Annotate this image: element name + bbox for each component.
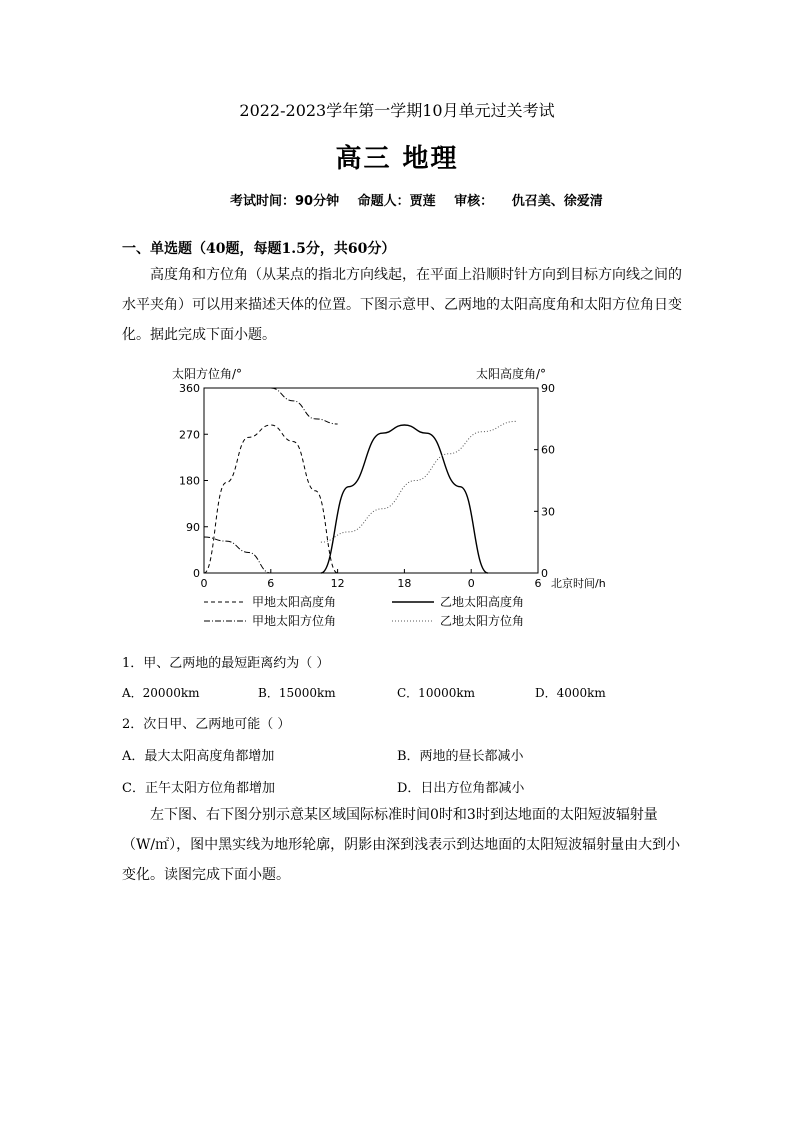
x-tick-label: 18 xyxy=(397,577,412,590)
right-tick-label: 90 xyxy=(541,382,555,395)
plot-frame xyxy=(204,388,538,573)
question-2-stem: 2．次日甲、乙两地可能（ ） xyxy=(122,717,291,732)
left-tick-label: 90 xyxy=(186,520,200,534)
question-1-stem: 1．甲、乙两地的最短距离约为（ ） xyxy=(122,656,330,671)
question-1-option-d[interactable]: D．4000km xyxy=(535,686,606,700)
exam-reviewers: 仇召美、徐爱清 xyxy=(511,194,603,209)
right-axis-label: 太阳高度角/° xyxy=(476,367,547,381)
right-tick-label: 0 xyxy=(541,567,548,580)
subject-title: 高三 地理 xyxy=(335,144,459,174)
left-tick-label: 0 xyxy=(193,567,200,580)
x-tick-label: 0 xyxy=(467,577,475,590)
question-2-option-b[interactable]: B．两地的昼长都减小 xyxy=(397,749,524,764)
x-tick-label: 6 xyxy=(267,577,275,590)
series-line xyxy=(321,421,516,542)
sun-angle-chart xyxy=(160,360,630,640)
exam-title: 2022-2023学年第一学期10月单元过关考试 xyxy=(239,101,555,120)
x-tick-label: 6 xyxy=(534,577,542,590)
legend-label: 乙地太阳方位角 xyxy=(440,614,525,628)
left-tick-label: 270 xyxy=(179,428,200,442)
left-axis-label: 太阳方位角/° xyxy=(172,367,243,381)
question-2-option-d[interactable]: D．日出方位角都减小 xyxy=(397,781,525,796)
x-tick-label: 12 xyxy=(330,577,345,590)
question-1-option-a[interactable]: A．20000km xyxy=(122,686,200,700)
passage-2: 左下图、右下图分别示意某区域国际标准时间0时和3时到达地面的太阳短波辐射量（W/㎡），图中黑实线为地形轮廓，阴影由深到浅表示到达地面的太阳短波辐射量由大到小变化。读图完成下面小题。 xyxy=(122,807,681,883)
question-2-option-c[interactable]: C．正午太阳方位角都增加 xyxy=(122,781,275,796)
question-1-option-b[interactable]: B．15000km xyxy=(258,686,336,700)
right-tick-label: 30 xyxy=(541,505,555,519)
legend-label: 甲地太阳方位角 xyxy=(252,614,337,628)
x-axis-label: 北京时间/h xyxy=(551,577,606,590)
series-line xyxy=(204,537,271,573)
exam-time: 考试时间：90分钟 xyxy=(230,194,340,209)
series-line xyxy=(321,425,488,573)
right-tick-label: 60 xyxy=(541,443,555,457)
exam-author: 命题人：贾莲 xyxy=(357,194,436,209)
question-2-option-a[interactable]: A．最大太阳高度角都增加 xyxy=(122,749,275,764)
question-1-option-c[interactable]: C．10000km xyxy=(397,686,476,700)
left-tick-label: 360 xyxy=(179,382,200,395)
intro-paragraph: 高度角和方位角（从某点的指北方向线起，在平面上沿顺时针方向到目标方向线之间的水平夹角）可以用来描述天体的位置。下图示意甲、乙两地的太阳高度角和太阳方位角日变化。据此完成下面小题。 xyxy=(122,267,682,343)
section-heading: 一、单选题（40题，每题1.5分，共60分） xyxy=(122,241,396,257)
exam-reviewer-label: 审核： xyxy=(454,194,494,209)
legend-label: 乙地太阳高度角 xyxy=(440,595,525,609)
x-tick-label: 0 xyxy=(200,577,208,590)
series-line xyxy=(271,388,338,424)
exam-info xyxy=(230,190,617,209)
left-tick-label: 180 xyxy=(179,474,200,488)
legend-label: 甲地太阳高度角 xyxy=(252,595,337,609)
series-line xyxy=(204,425,338,573)
